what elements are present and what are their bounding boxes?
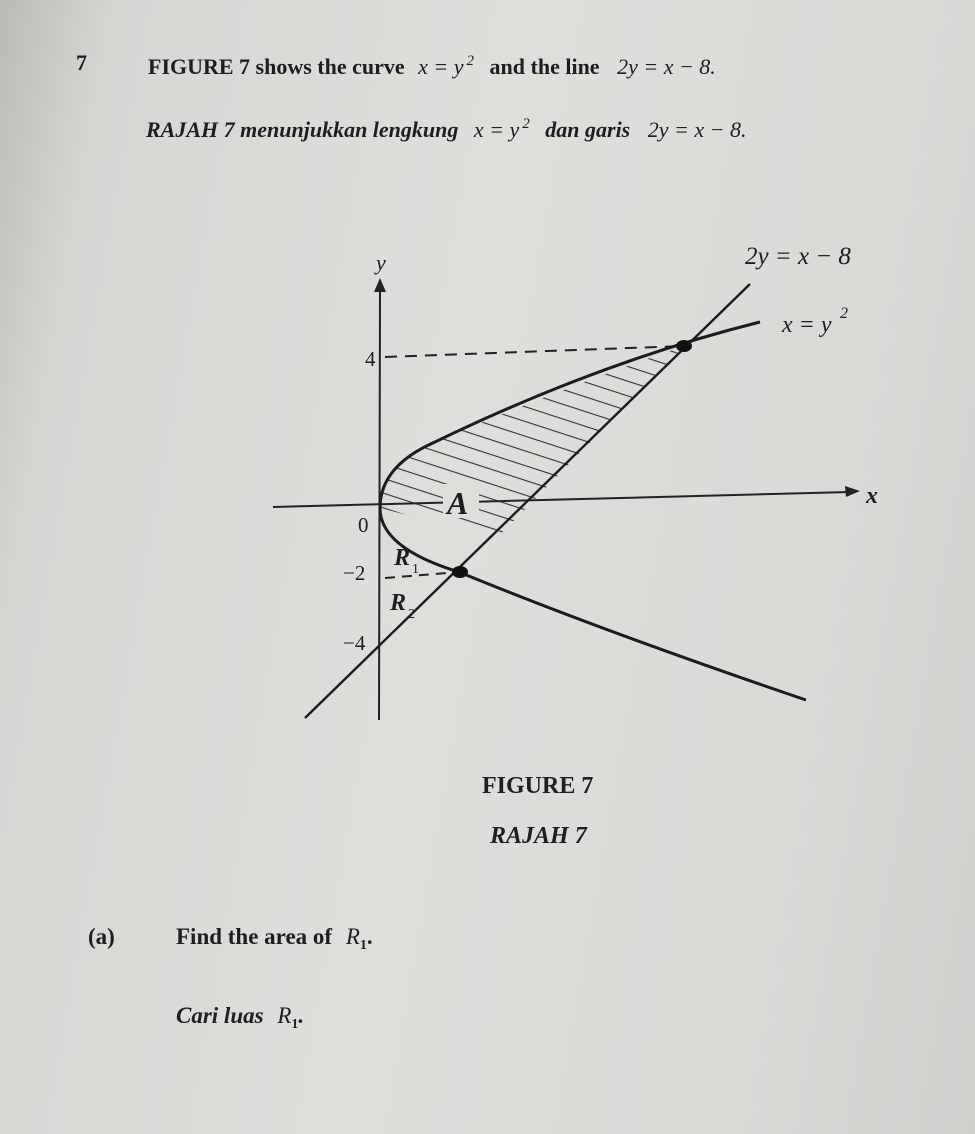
intersection-point-upper (676, 340, 692, 352)
part-a-text-en: Find the area of (176, 924, 333, 949)
intro-ms-curve: x = y (473, 117, 520, 142)
part-a-label: (a) (88, 924, 115, 949)
curve-equation-power: 2 (840, 305, 848, 322)
region-r1-label: R (394, 545, 411, 571)
figure-caption-en: FIGURE 7 (482, 773, 594, 799)
x-axis-label: x (866, 483, 878, 509)
x-axis (273, 486, 860, 507)
y-axis-label: y (376, 250, 386, 275)
part-a-end: . (366, 924, 373, 949)
intro-en-line: 2y = x − 8. (617, 54, 716, 79)
question-number: 7 (76, 50, 87, 75)
intro-en-curve: x = y (418, 54, 464, 79)
part-a-var-subscript: 1 (359, 938, 367, 953)
dashed-line-y4 (385, 346, 684, 357)
intro-ms-mid: dan garis (545, 117, 631, 142)
region-a-label: A (447, 485, 469, 521)
region-r2-subscript: 2 (408, 607, 415, 622)
tick-label-4: 4 (365, 347, 376, 371)
part-a-text-ms: Cari luas (176, 1003, 264, 1028)
part-a-question-en (176, 925, 373, 953)
part-a-question-ms (176, 1004, 304, 1032)
region-r1-subscript: 1 (412, 562, 419, 577)
region-r2-label: R (390, 590, 407, 616)
intro-ms-prefix: RAJAH 7 menunjukkan lengkung (146, 117, 459, 142)
part-a-ms-var: R (277, 1003, 292, 1028)
part-a-ms-end: . (298, 1003, 305, 1028)
intersection-point-lower (452, 566, 468, 578)
origin-label: 0 (358, 513, 369, 537)
intro-ms-line: 2y = x − 8. (647, 117, 747, 142)
curve-equation-label: x = y (782, 312, 832, 338)
line-equation-label: 2y = x − 8 (745, 243, 851, 270)
part-a-ms-var-subscript: 1 (291, 1017, 299, 1032)
tick-label-neg4: −4 (343, 631, 366, 655)
intro-en-mid: and the line (489, 54, 600, 79)
tick-label-neg2: −2 (343, 561, 366, 585)
figure-caption-ms: RAJAH 7 (490, 823, 587, 849)
intro-en-prefix: FIGURE 7 shows the curve (148, 54, 405, 79)
region-a-shading (380, 346, 684, 538)
intro-ms-curve-power: 2 (522, 116, 530, 132)
part-a-var: R (345, 924, 360, 949)
intro-en-curve-power: 2 (466, 53, 475, 69)
